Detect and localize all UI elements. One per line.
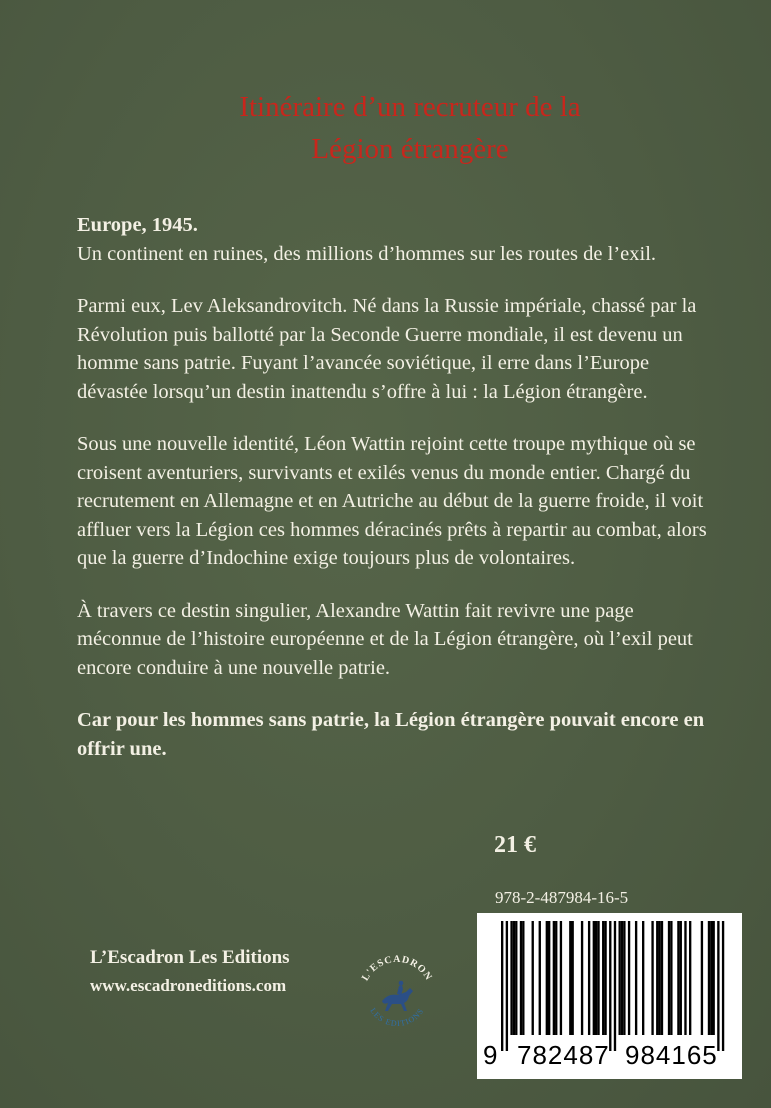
barcode-bar [548, 921, 550, 1035]
barcode-bar [572, 921, 574, 1035]
barcode-bar [510, 921, 512, 1035]
barcode-bar [614, 921, 616, 1051]
barcode-bar [658, 921, 660, 1035]
publisher-url: www.escadroneditions.com [90, 976, 287, 995]
barcode-bar [619, 921, 621, 1035]
barcode-bar [689, 921, 691, 1035]
barcode-bar [609, 921, 611, 1051]
barcode-bar [642, 921, 644, 1035]
barcode-bar [684, 921, 686, 1035]
barcode-bar [651, 921, 653, 1035]
barcode-bar [506, 921, 508, 1051]
barcode-first-digit: 9 [483, 1040, 498, 1070]
barcode-bar [588, 921, 590, 1035]
barcode-bar [597, 921, 599, 1035]
barcode-bar [539, 921, 541, 1035]
barcode-bar [501, 921, 503, 1051]
barcode-bar [595, 921, 597, 1035]
barcode-bar [513, 921, 515, 1035]
book-title-line-1: Itinéraire d’un recruteur de la [239, 91, 581, 123]
barcode-bar [515, 921, 517, 1035]
blurb-lead: Europe, 1945. [77, 214, 198, 236]
logo-bottom-text: LES EDITIONS [368, 1006, 426, 1029]
barcode-bar [670, 921, 672, 1035]
price: 21 € [494, 832, 536, 858]
barcode-bar [621, 921, 623, 1035]
barcode-group-2: 984165 [625, 1040, 718, 1070]
barcode-bar [680, 921, 682, 1035]
book-title [100, 86, 720, 170]
barcode-bar [677, 921, 679, 1035]
logo-top-text: L'ESCADRON [359, 953, 435, 983]
barcode-bar [555, 921, 557, 1035]
barcode-group-1: 782487 [517, 1040, 610, 1070]
blurb-paragraph-3: Sous une nouvelle identité, Léon Wattin rejoint cette troupe mythique où se croisent aventuriers, survivants et exilés venus du monde entier. Chargé du recrutement en Allemagne et en Autriche au début de la guerre froide, il voit affluer vers la Légion ces hommes déracinés prêts à repartir au combat, alors que la guerre d’Indochine exige toujours plus de volontaires. [77, 433, 707, 569]
barcode-bar [604, 921, 606, 1035]
publisher-info [90, 944, 290, 1000]
barcode-bar [661, 921, 663, 1035]
barcode-bar [581, 921, 583, 1035]
barcode-bar [717, 921, 719, 1051]
barcode-bar [722, 921, 724, 1051]
blurb-paragraph-2: Parmi eux, Lev Aleksandrovitch. Né dans la Russie impériale, chassé par la Révolution puis ballotté par la Seconde Guerre mondiale, il est devenu un homme sans patrie. Fuyant l’avancée soviétique, il erre dans l’Europe dévastée lorsqu’un destin inattendu s’offre à lui : la Légion étrangère. [77, 295, 697, 403]
isbn: 978-2-487984-16-5 [495, 888, 629, 907]
barcode-bar [656, 921, 658, 1035]
barcode-bar [701, 921, 703, 1035]
barcode-bar [560, 921, 562, 1035]
barcode [477, 913, 742, 1079]
barcode-bar [713, 921, 715, 1035]
blurb-paragraph-4: À travers ce destin singulier, Alexandre Wattin fait revivre une page méconnue de l’histoire européenne et de la Légion étrangère, où l’exil peut encore conduire à une nouvelle patrie. [77, 599, 693, 679]
blurb-closing: Car pour les hommes sans patrie, la Légion étrangère pouvait encore en offrir une. [77, 709, 705, 760]
barcode-bar [623, 921, 625, 1035]
barcode-bar [546, 921, 548, 1035]
horse-rider-icon [382, 981, 413, 1011]
book-title-line-2: Légion étrangère [311, 133, 509, 165]
svg-text:LES EDITIONS [368, 1006, 425, 1028]
svg-text:L'ESCADRON [360, 954, 434, 983]
barcode-digits [477, 1037, 742, 1073]
barcode-bar [532, 921, 534, 1035]
publisher-name: L’Escadron Les Editions [90, 947, 290, 968]
barcode-bar [708, 921, 710, 1035]
barcode-bar [635, 921, 637, 1035]
blurb-paragraph-1 [77, 211, 717, 268]
barcode-bar [522, 921, 524, 1035]
barcode-bar [628, 921, 630, 1035]
barcode-bar [553, 921, 555, 1035]
barcode-bar [593, 921, 595, 1035]
barcode-bar [710, 921, 712, 1035]
barcode-bar [569, 921, 571, 1035]
publisher-logo [352, 945, 442, 1035]
blurb-intro: Un continent en ruines, des millions d’hommes sur les routes de l’exil. [77, 242, 657, 265]
barcode-bar [520, 921, 522, 1035]
barcode-bar [668, 921, 670, 1035]
blurb [77, 211, 717, 787]
barcode-bar [602, 921, 604, 1035]
